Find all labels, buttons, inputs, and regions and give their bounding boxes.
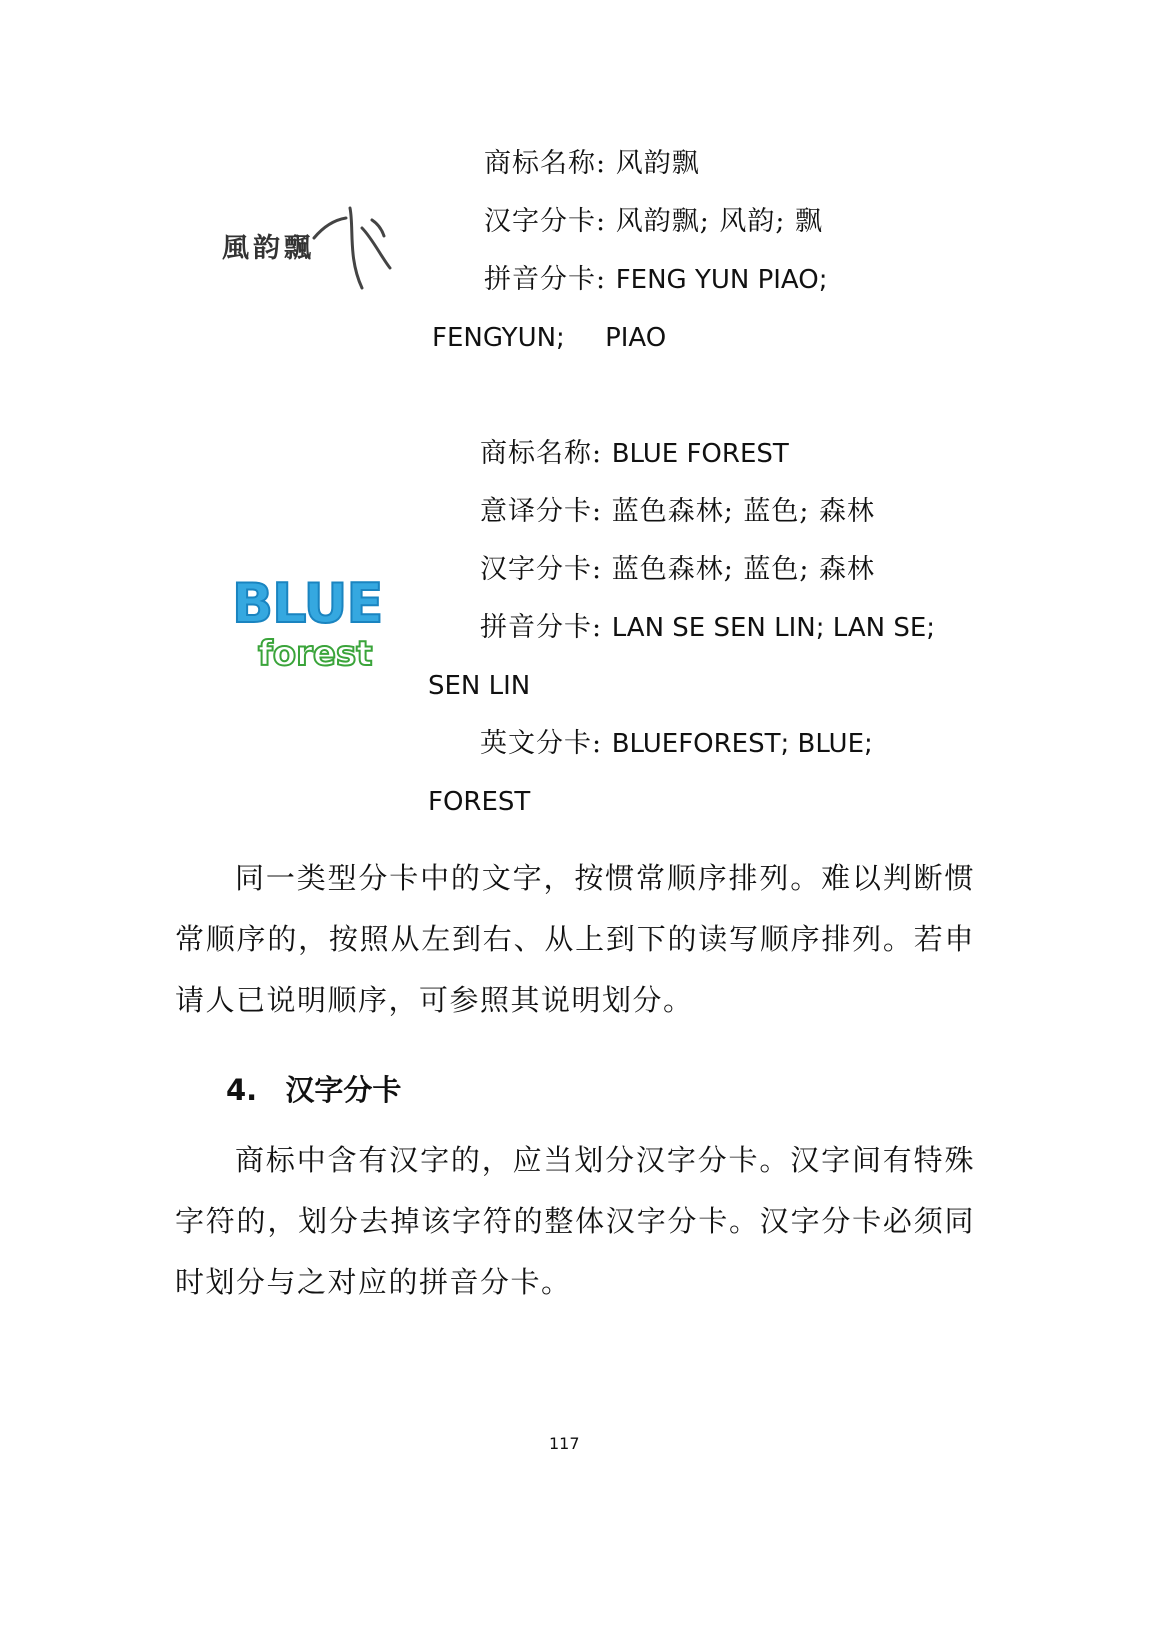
hanzi-value: 风韵飘; 风韵; 飘 [615, 206, 824, 237]
logo-forest-word: forest [258, 634, 373, 674]
trademark2-pinyin-cont-line [428, 668, 530, 704]
trademark2-pinyin-line [480, 610, 935, 646]
section-heading [226, 1068, 401, 1109]
pinyin-label: 拼音分卡: [484, 264, 607, 295]
yiyi-label: 意译分卡: [480, 496, 603, 527]
pinyin-value: LAN SE SEN LIN; LAN SE; [611, 613, 936, 643]
trademark-logo-blueforest [228, 572, 408, 684]
logo-blue-word: BLUE [232, 572, 383, 635]
trademark1-pinyin-cont-line [432, 320, 666, 356]
ordering-rule-paragraph [175, 848, 975, 1031]
page-number: 117 [549, 1434, 580, 1453]
name-value: BLUE FOREST [611, 439, 789, 469]
english-value: BLUEFOREST; BLUE; [611, 729, 873, 759]
trademark1-name-line [484, 146, 700, 182]
paragraph-text: 商标中含有汉字的，应当划分汉字分卡。汉字间有特殊字符的，划分去掉该字符的整体汉字分卡。汉字分卡必须同时划分与之对应的拼音分卡。 [175, 1143, 975, 1299]
trademark1-pinyin-line [484, 262, 827, 298]
trademark2-english-line [480, 726, 873, 762]
trademark2-yiyi-line [480, 494, 875, 530]
paragraph-text: 同一类型分卡中的文字，按惯常顺序排列。难以判断惯常顺序的，按照从左到右、从上到下的读写顺序排列。若申请人已说明顺序，可参照其说明划分。 [175, 861, 975, 1017]
section-number: 4. [226, 1073, 258, 1107]
section-title: 汉字分卡 [285, 1073, 402, 1107]
yiyi-value: 蓝色森林; 蓝色; 森林 [611, 496, 876, 527]
trademark2-name-line [480, 436, 789, 472]
pinyin-value: FENG YUN PIAO; [615, 265, 828, 295]
pinyin-cont-1: FENGYUN; [432, 323, 565, 353]
pinyin-cont-2: PIAO [605, 323, 667, 353]
name-label: 商标名称: [484, 148, 607, 179]
hanzi-value: 蓝色森林; 蓝色; 森林 [611, 554, 876, 585]
english-cont: FOREST [428, 787, 531, 817]
name-value: 风韵飘 [615, 148, 700, 179]
trademark1-hanzi-line [484, 204, 823, 240]
trademark-logo-fengyunpiao [222, 198, 402, 298]
english-label: 英文分卡: [480, 728, 603, 759]
trademark2-hanzi-line [480, 552, 875, 588]
calligraphy-stroke-icon [222, 198, 402, 298]
hanzi-label: 汉字分卡: [484, 206, 607, 237]
pinyin-label: 拼音分卡: [480, 612, 603, 643]
pinyin-cont: SEN LIN [428, 671, 531, 701]
hanzi-label: 汉字分卡: [480, 554, 603, 585]
name-label: 商标名称: [480, 438, 603, 469]
hanzi-card-paragraph [175, 1130, 975, 1313]
trademark2-english-cont-line [428, 784, 530, 820]
logo-text: 風韵飄 [222, 233, 315, 264]
